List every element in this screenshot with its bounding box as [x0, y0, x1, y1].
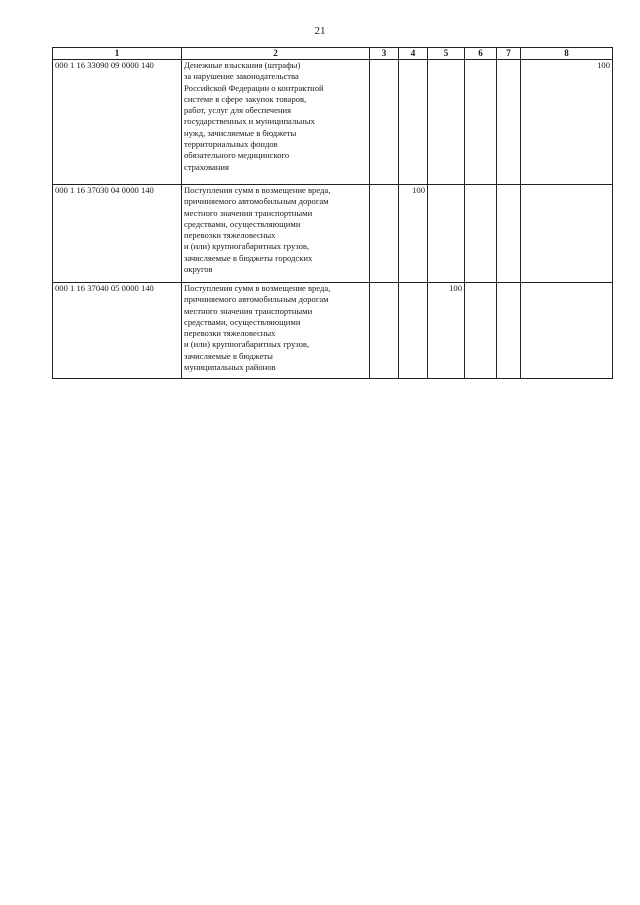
value-cell: [399, 60, 428, 185]
revenue-description-cell: Поступления сумм в возмещение вреда, причиняемого автомобильным дорогам местного значения транспортными средствами, осуществляющими перевозки тяжеловесных и (или) крупногабаритных грузов, зачисляемые в бюджеты муниципальных районов: [182, 283, 370, 379]
value-cell: [497, 283, 521, 379]
value-cell: [521, 185, 613, 283]
value-cell: [497, 60, 521, 185]
column-header: 2: [182, 48, 370, 60]
revenue-code-cell: 000 1 16 37030 04 0000 140: [53, 185, 182, 283]
value-cell: 100: [399, 185, 428, 283]
value-cell: [497, 185, 521, 283]
column-header: 8: [521, 48, 613, 60]
value-cell: 100: [428, 283, 465, 379]
table-row: [53, 283, 613, 379]
value-cell: 100: [521, 60, 613, 185]
revenue-code-cell: 000 1 16 37040 05 0000 140: [53, 283, 182, 379]
table-row: [53, 60, 613, 185]
value-cell: [399, 283, 428, 379]
value-cell: [465, 185, 497, 283]
column-header: 3: [370, 48, 399, 60]
column-header: 5: [428, 48, 465, 60]
value-cell: [465, 283, 497, 379]
revenue-code-cell: 000 1 16 33090 09 0000 140: [53, 60, 182, 185]
table-row: [53, 185, 613, 283]
column-header: 4: [399, 48, 428, 60]
budget-distribution-table: [52, 47, 613, 379]
table-header-row: [53, 48, 613, 60]
value-cell: [428, 185, 465, 283]
revenue-description-cell: Поступления сумм в возмещение вреда, причиняемого автомобильным дорогам местного значения транспортными средствами, осуществляющими перевозки тяжеловесных и (или) крупногабаритных грузов, зачисляемые в бюджеты городских округов: [182, 185, 370, 283]
column-header: 6: [465, 48, 497, 60]
revenue-description-cell: Денежные взыскания (штрафы) за нарушение законодательства Российской Федерации о контрактной системе в сфере закупок товаров, работ, услуг для обеспечения государственных и муниципальных нужд, зачисляемые в бюджеты территориальных фондов обязательного медицинского страхования: [182, 60, 370, 185]
value-cell: [370, 283, 399, 379]
value-cell: [370, 60, 399, 185]
value-cell: [428, 60, 465, 185]
page-number: 21: [314, 25, 326, 37]
value-cell: [521, 283, 613, 379]
column-header: 7: [497, 48, 521, 60]
value-cell: [465, 60, 497, 185]
column-header: 1: [53, 48, 182, 60]
value-cell: [370, 185, 399, 283]
